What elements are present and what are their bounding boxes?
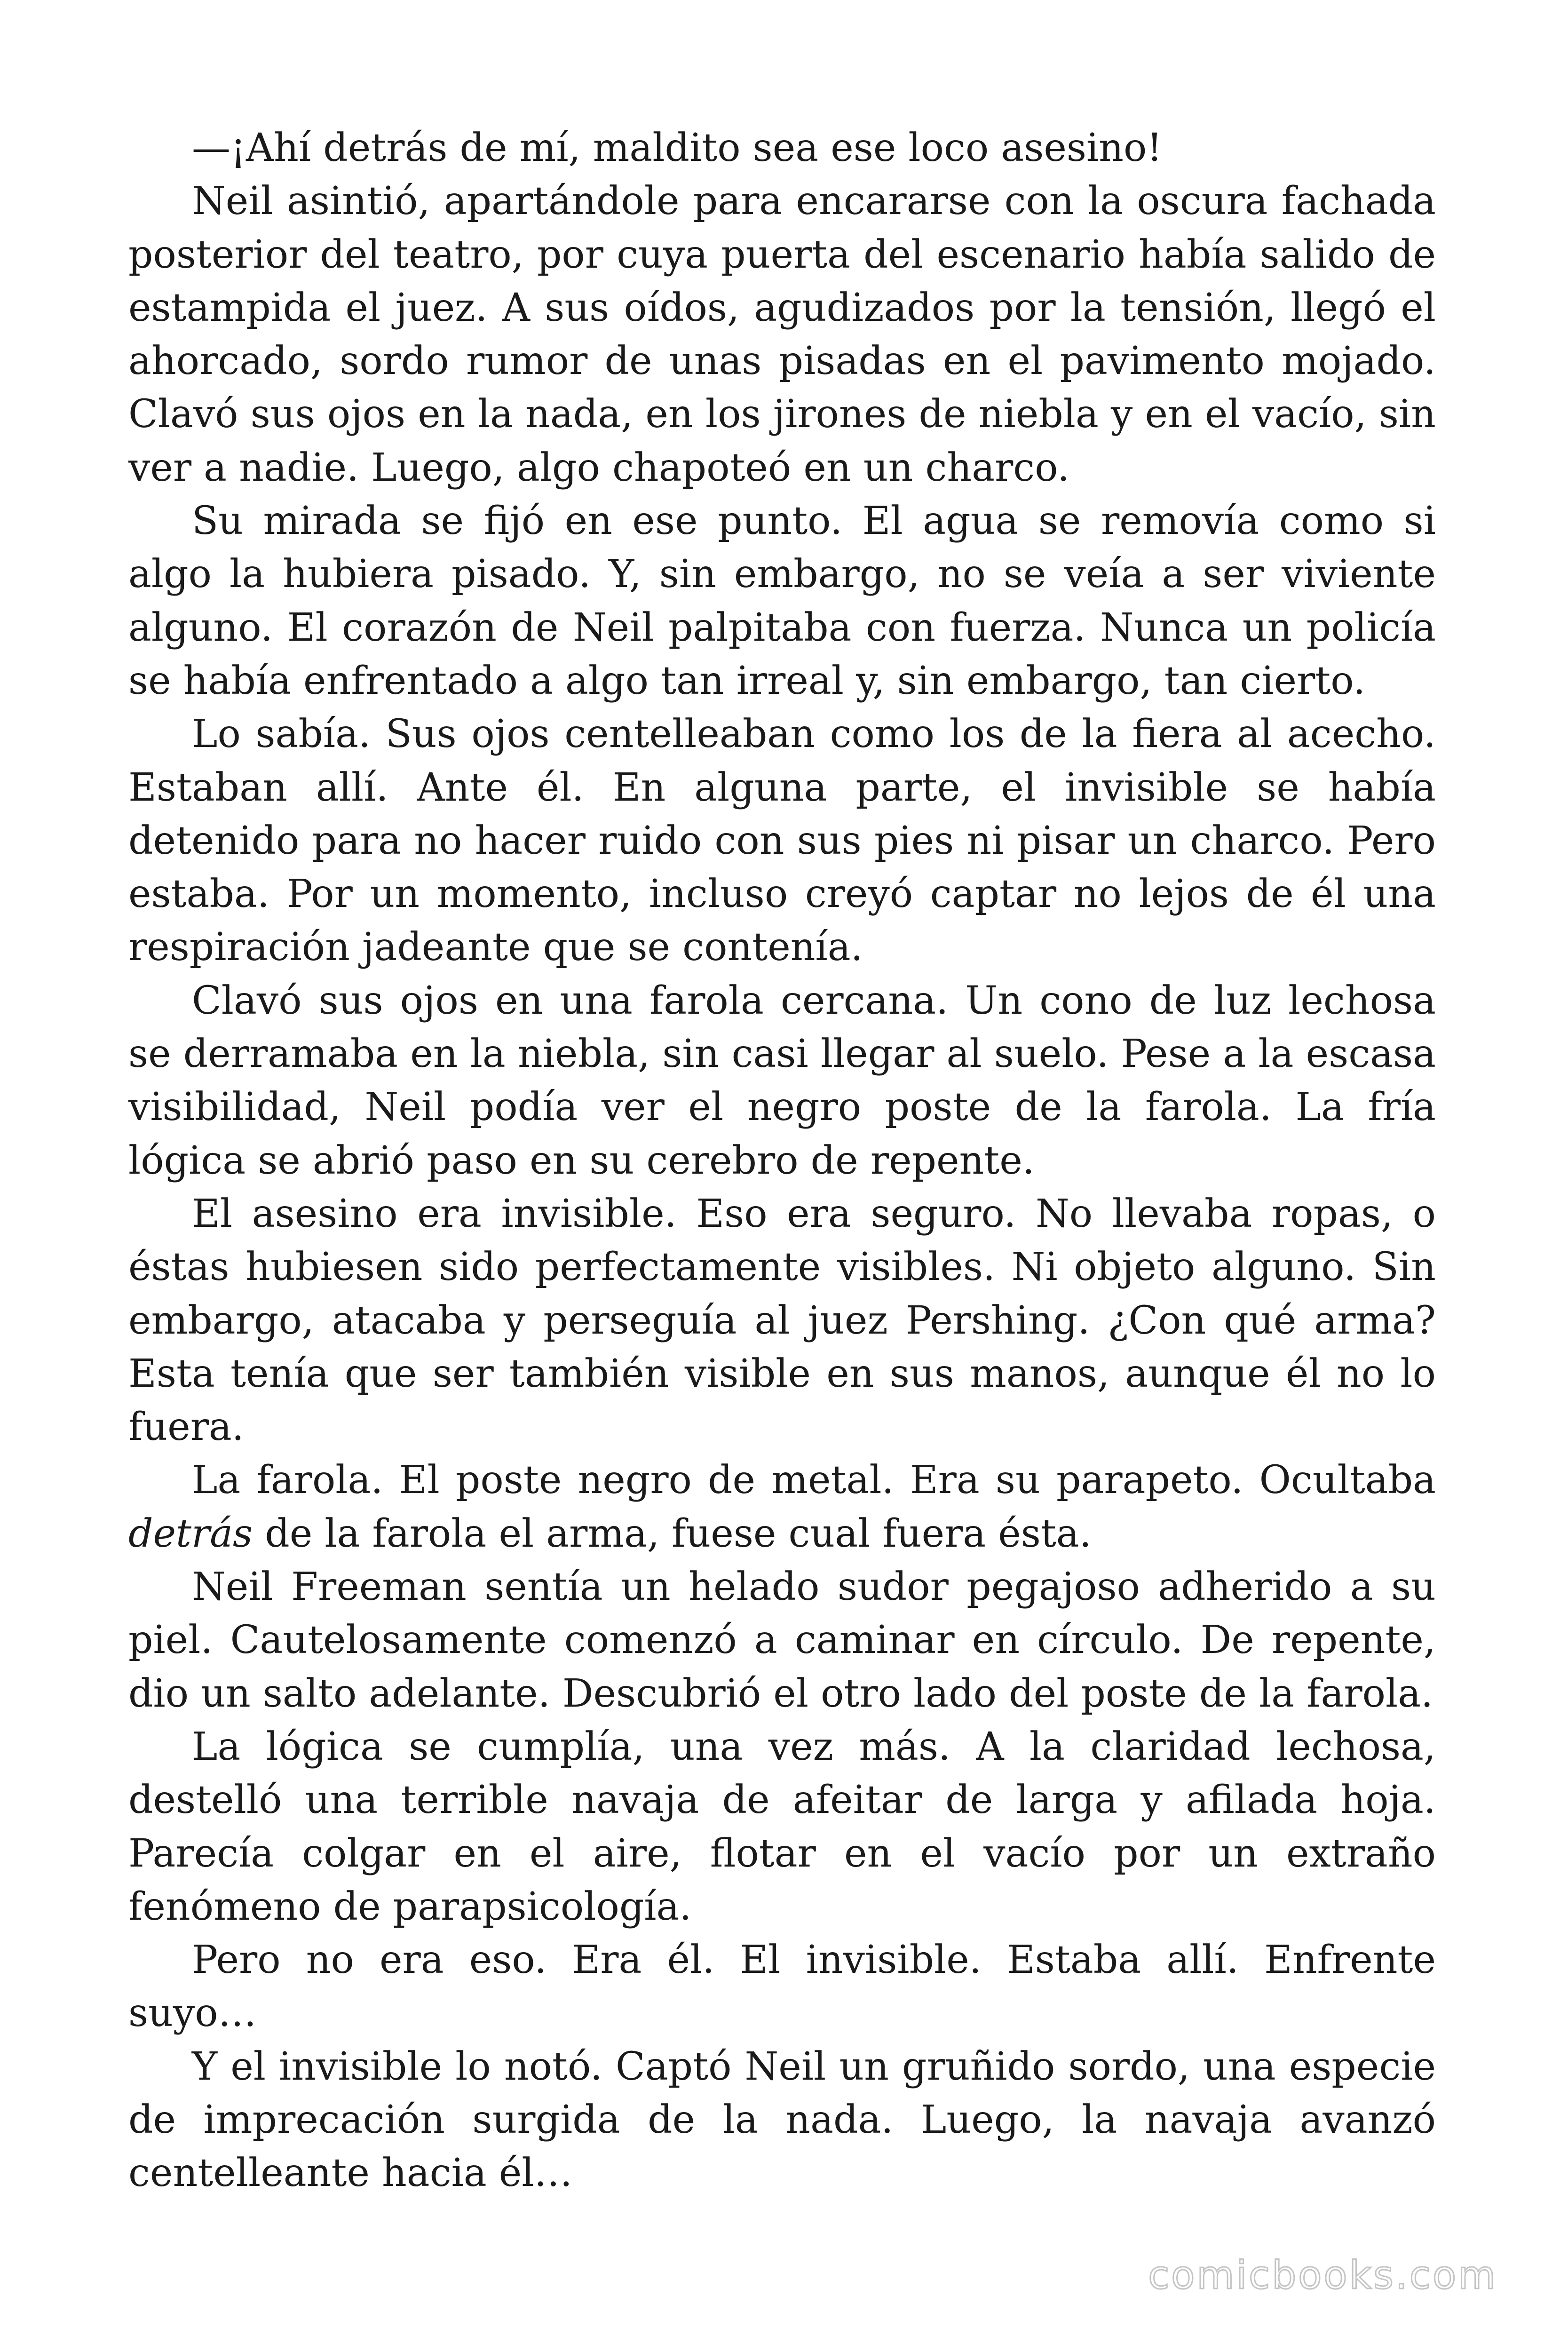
watermark: comicbooks.com: [1148, 2253, 1497, 2298]
paragraph-2: Neil asintió, apartándole para encararse con la oscura fachada posterior del teatro, por cuya puerta del escenario había salido de estampida el juez. A sus oídos, agudizados por la tensión, llegó el ahorcado, sordo rumor de unas pisadas en el pavimento mojado. Clavó sus ojos en la nada, en los jirones de niebla y en el vacío, sin ver a nadie. Luego, algo chapoteó en un charco.: [128, 179, 1436, 490]
paragraph-8: Neil Freeman sentía un helado sudor pegajoso adherido a su piel. Cautelosamente comenzó a caminar en círculo. De repente, dio un salto adelante. Descubrió el otro lado del poste de la farola.: [128, 1565, 1436, 1716]
paragraph-11: Y el invisible lo notó. Captó Neil un gruñido sordo, una especie de imprecación surgida de la nada. Luego, la navaja avanzó centelleante hacia él…: [128, 2044, 1436, 2196]
paragraph-1: —¡Ahí detrás de mí, maldito sea ese loco asesino!: [192, 126, 1163, 170]
paragraph-5: Clavó sus ojos en una farola cercana. Un cono de luz lechosa se derramaba en la niebla, sin casi llegar al suelo. Pese a la escasa visibilidad, Neil podía ver el negro poste de la farola. La fría lógica se abrió paso en su cerebro de repente.: [128, 978, 1436, 1183]
page-body: [128, 121, 1436, 2200]
paragraph-7-emphasis: detrás: [128, 1511, 253, 1556]
paragraph-6: El asesino era invisible. Eso era seguro. No llevaba ropas, o éstas hubiesen sido perfectamente visibles. Ni objeto alguno. Sin embargo, atacaba y perseguía al juez Pershing. ¿Con qué arma? Esta tenía que ser también visible en sus manos, aunque él no lo fuera.: [128, 1191, 1436, 1450]
paragraph-9: La lógica se cumplía, una vez más. A la claridad lechosa, destelló una terrible navaja de afeitar de larga y afilada hoja. Parecía colgar en el aire, flotar en el vacío por un extraño fenómeno de parapsicología.: [128, 1724, 1436, 1929]
paragraph-7: [128, 1454, 1436, 1560]
paragraph-3: Su mirada se fijó en ese punto. El agua se removía como si algo la hubiera pisado. Y, sin embargo, no se veía a ser viviente alguno. El corazón de Neil palpitaba con fuerza. Nunca un policía se había enfrentado a algo tan irreal y, sin embargo, tan cierto.: [128, 499, 1436, 703]
paragraph-7-after: de la farola el arma, fuese cual fuera ésta.: [253, 1511, 1092, 1556]
paragraph-4: Lo sabía. Sus ojos centelleaban como los de la fiera al acecho. Estaban allí. Ante él. En alguna parte, el invisible se había detenido para no hacer ruido con sus pies ni pisar un charco. Pero estaba. Por un momento, incluso creyó captar no lejos de él una respiración jadeante que se contenía.: [128, 712, 1436, 970]
paragraph-7-before: La farola. El poste negro de metal. Era su parapeto. Ocultaba: [192, 1458, 1436, 1503]
paragraph-10: Pero no era eso. Era él. El invisible. Estaba allí. Enfrente suyo…: [128, 1938, 1436, 2036]
